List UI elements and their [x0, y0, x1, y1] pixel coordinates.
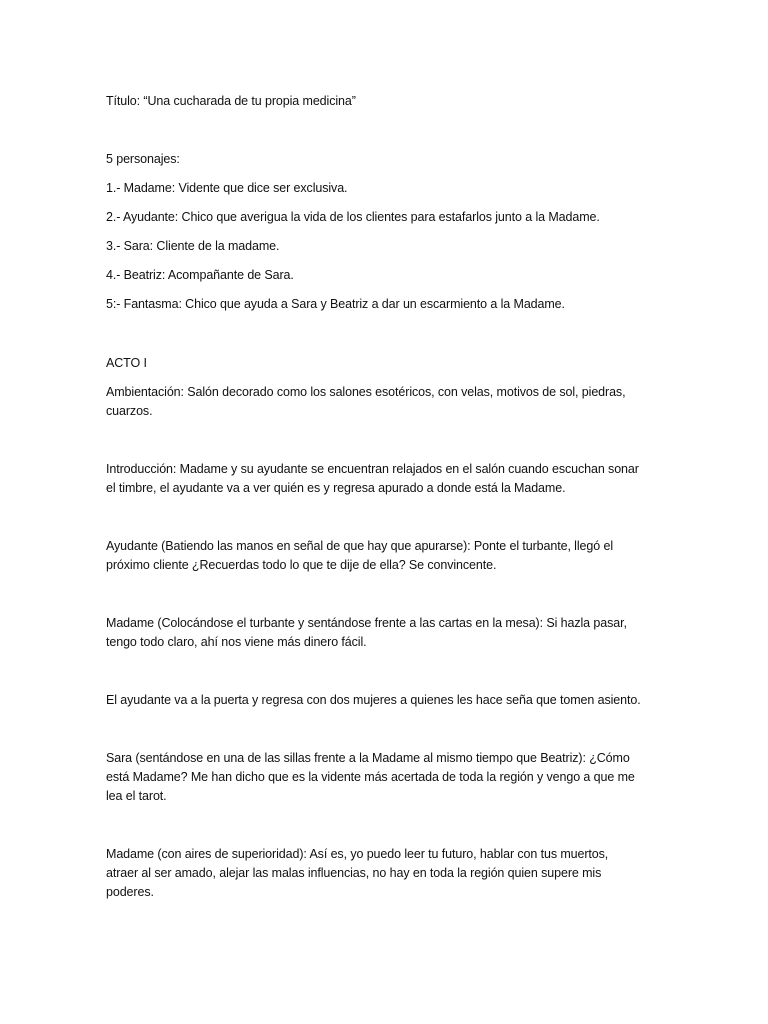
character-item: 2.- Ayudante: Chico que averigua la vida de los clientes para estafarlos junto a la Madame.: [106, 210, 600, 224]
title-line: Título: “Una cucharada de tu propia medicina”: [106, 94, 356, 108]
character-item: 3.- Sara: Cliente de la madame.: [106, 239, 280, 253]
paragraph-stage-direction: El ayudante va a la puerta y regresa con dos mujeres a quienes les hace seña que tomen asiento.: [106, 693, 641, 707]
act-heading: ACTO I: [106, 356, 147, 370]
character-item: 1.- Madame: Vidente que dice ser exclusiva.: [106, 181, 348, 195]
character-item: 5:- Fantasma: Chico que ayuda a Sara y Beatriz a dar un escarmiento a la Madame.: [106, 297, 565, 311]
paragraph-sara: Sara (sentándose en una de las sillas frente a la Madame al mismo tiempo que Beatriz): ¿Cómo está Madame? Me han dicho que es la vidente más acertada de toda la región y vengo a que me lea el tarot.: [106, 751, 635, 803]
paragraph-madame-reply: Madame (con aires de superioridad): Así es, yo puedo leer tu futuro, hablar con tus muertos, atraer al ser amado, alejar las malas influencias, no hay en toda la región quien supere mis poderes.: [106, 847, 609, 899]
paragraph-introduccion: Introducción: Madame y su ayudante se encuentran relajados en el salón cuando escuchan sonar el timbre, el ayudante va a ver quién es y regresa apurado a donde está la Madame.: [106, 462, 639, 495]
paragraph-madame: Madame (Colocándose el turbante y sentándose frente a las cartas en la mesa): Si hazla pasar, tengo todo claro, ahí nos viene más dinero fácil.: [106, 616, 627, 649]
paragraph-ambientacion: Ambientación: Salón decorado como los salones esotéricos, con velas, motivos de sol, piedras, cuarzos.: [106, 385, 626, 418]
character-item: 4.- Beatriz: Acompañante de Sara.: [106, 268, 294, 282]
paragraph-ayudante: Ayudante (Batiendo las manos en señal de que hay que apurarse): Ponte el turbante, llegó el próximo cliente ¿Recuerdas todo lo que te dije de ella? Se convincente.: [106, 539, 613, 572]
characters-heading: 5 personajes:: [106, 152, 180, 166]
